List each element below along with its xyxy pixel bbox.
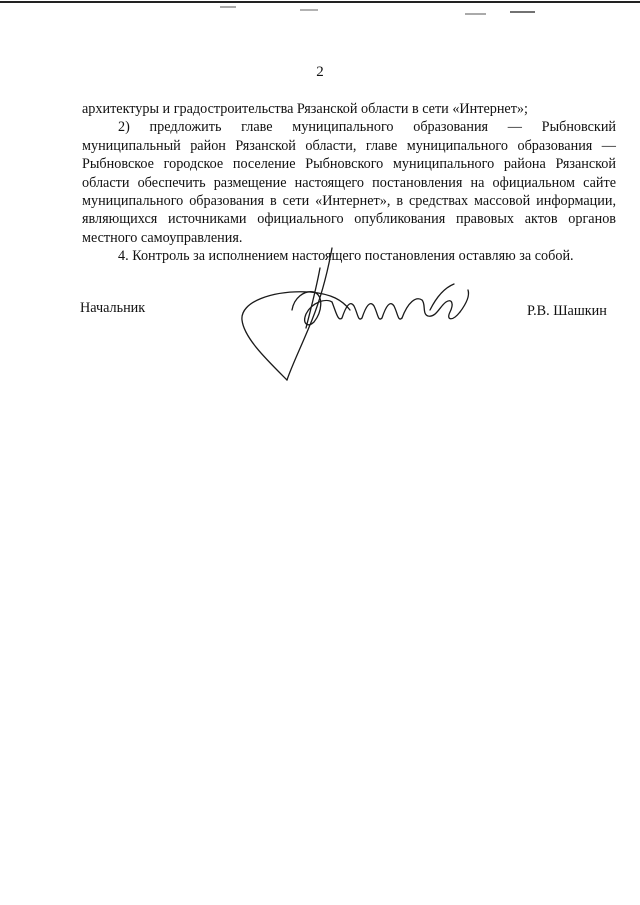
- signer-name: Р.В. Шашкин: [527, 303, 607, 319]
- scan-edge-marks: [0, 0, 640, 24]
- paragraph-continuation: архитектуры и градостроительства Рязанской области в сети «Интернет»;: [82, 101, 528, 117]
- paragraph-item-2: 2) предложить главе муниципального образования — Рыбновский муниципальный район Рязанской области, главе муниципального образования — Рыбновское городское поселение Рыбновского муниципального района Рязанской области обеспечить размещение настоящего постановления на официальном сайте муниципального образования в сети «Интернет», в средствах массовой информации, являющихся источниками официального опубликования правовых актов органов местного самоуправления.: [82, 119, 616, 246]
- paragraph-item-4: 4. Контроль за исполнением настоящего постановления оставляю за собой.: [118, 248, 574, 265]
- handwritten-signature: [232, 240, 477, 390]
- page-number: 2: [316, 64, 324, 80]
- signer-title: Начальник: [80, 300, 146, 316]
